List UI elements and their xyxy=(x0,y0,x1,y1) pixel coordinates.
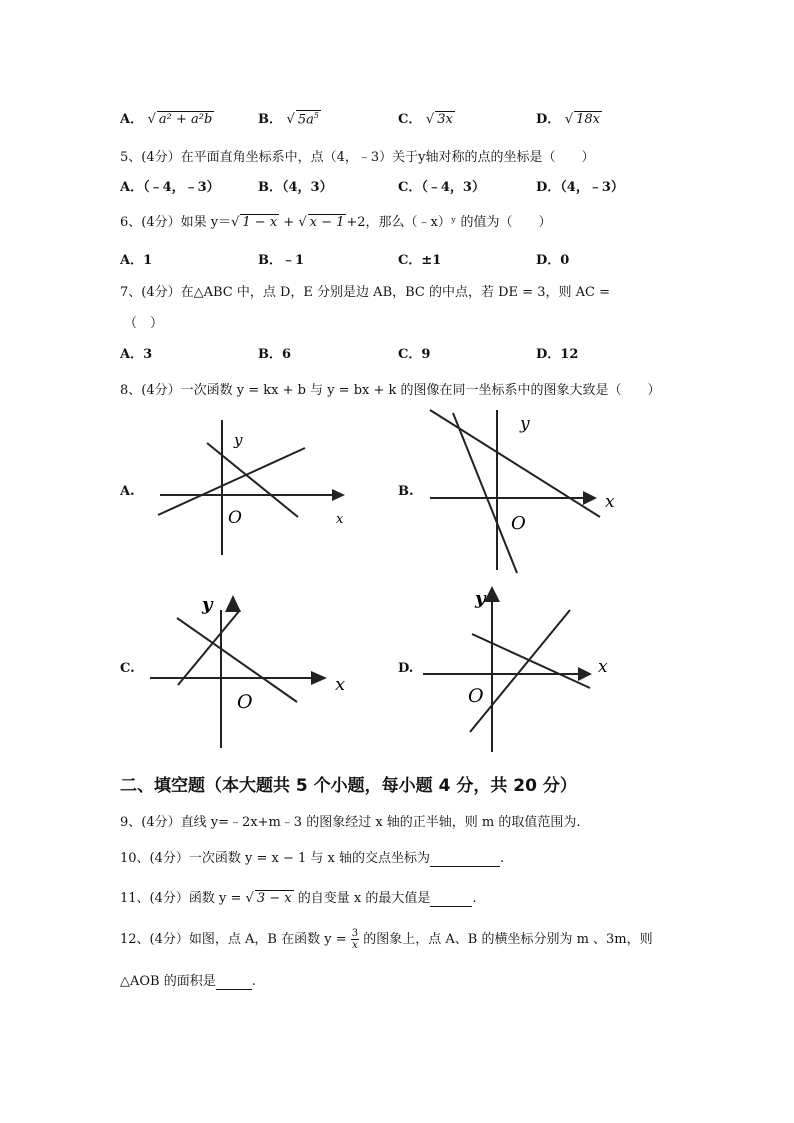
graph-b-origin-label: O xyxy=(511,513,526,534)
q7-text: 7、(4分）在△ABC 中，点 D，E 分别是边 AB，BC 的中点，若 DE = 3，则 AC = xyxy=(120,285,610,300)
q12-answer-blank xyxy=(216,974,252,990)
graph-d-label: D. xyxy=(398,661,414,676)
graph-c-y-label: y xyxy=(202,594,213,615)
graph-d-x-label: x xyxy=(598,657,608,677)
q5-option-a: A．（﹣4，﹣3） xyxy=(120,180,220,195)
q5-option-b: B．（4，3） xyxy=(258,180,333,195)
q5-option-d: D．（4，﹣3） xyxy=(536,180,624,195)
graph-c-origin-label: O xyxy=(237,691,253,713)
q8-text: 8、(4分）一次函数 y = kx + b 与 y = bx + k 的图像在同一坐标系中的图象大致是（ ） xyxy=(120,383,661,398)
graph-a-origin-label: O xyxy=(228,508,242,528)
graph-d-line-2 xyxy=(472,634,590,688)
graph-d-y-arrow xyxy=(484,586,500,602)
graph-c-x-arrow xyxy=(311,671,327,685)
graph-b-line-2 xyxy=(453,413,517,573)
q6-option-b: B．﹣1 xyxy=(258,253,305,268)
q7-option-d: D．12 xyxy=(536,347,579,362)
q7-bracket: （ ） xyxy=(124,316,164,331)
q7-option-a: A．3 xyxy=(120,347,153,362)
q4-option-b: B． √ $5a^5$ xyxy=(258,110,319,127)
graph-c-line-1 xyxy=(178,610,240,685)
q11-text: 11、(4分）函数 y = √ 3 − x 的自变量 x 的最大值是 . xyxy=(120,891,477,906)
graph-b-line-1 xyxy=(430,410,600,517)
graph-c-label: C. xyxy=(120,661,135,676)
graph-c-y-arrow xyxy=(225,595,241,612)
graph-d xyxy=(420,582,625,754)
q12-fraction: $\frac{3}{x}$ xyxy=(351,928,359,951)
graph-d-origin-label: O xyxy=(468,685,484,707)
q5-text: 5、(4分）在平面直角坐标系中，点（4，﹣3）关于y轴对称的点的坐标是（ ） xyxy=(120,150,595,165)
q11-answer-blank xyxy=(430,891,472,907)
graph-a-label: A. xyxy=(120,484,135,499)
q10-text: 10、(4分）一次函数 y = x − 1 与 x 轴的交点坐标为 . xyxy=(120,851,505,866)
graph-d-x-arrow xyxy=(578,667,592,681)
q7-option-c: C．9 xyxy=(398,347,431,362)
graph-a xyxy=(150,415,360,560)
q6-option-c: C．±1 xyxy=(398,253,442,268)
graph-b-x-label: x xyxy=(605,492,615,512)
graph-b-x-arrow xyxy=(583,491,597,505)
q4-option-c: C． √ 3x xyxy=(398,112,453,127)
q12-text: 12、(4分）如图，点 A，B 在函数 y = $\frac{3}{x}$ 的图象上，点 A、B 的横坐标分别为 m 、3m，则 xyxy=(120,928,653,951)
q4-option-d: D． √ 18x xyxy=(536,112,600,127)
graph-b-label: B. xyxy=(398,484,414,499)
q4-option-a: A． √ a² + a²b xyxy=(120,112,213,127)
graph-c-line-2 xyxy=(177,618,297,702)
q10-answer-blank xyxy=(430,851,500,867)
q6-text: 6、(4分）如果 y＝√ 1 − x + √ x − 1 +2，那么（﹣x）ʸ 的值为（ ） xyxy=(120,215,552,230)
graph-b-y-label: y xyxy=(520,414,530,434)
q4-a-radicand: a² + a²b xyxy=(158,112,213,127)
graph-a-line-2 xyxy=(207,443,298,517)
graph-a-x-arrow xyxy=(332,489,345,501)
graph-d-y-label: y xyxy=(475,588,486,609)
graph-b xyxy=(425,405,625,575)
graph-c xyxy=(145,590,360,750)
q12-text-line2: △AOB 的面积是 . xyxy=(120,974,256,989)
q9-text: 9、(4分）直线 y=﹣2x+m﹣3 的图象经过 x 轴的正半轴，则 m 的取值范围为. xyxy=(120,815,581,830)
q6-option-a: A．1 xyxy=(120,253,153,268)
q6-option-d: D．0 xyxy=(536,253,570,268)
q7-option-b: B．6 xyxy=(258,347,292,362)
graph-a-y-label: y xyxy=(234,431,243,449)
q5-option-c: C．（﹣4，3） xyxy=(398,180,485,195)
section-title-fill-in: 二、填空题（本大题共 5 个小题，每小题 4 分，共 20 分） xyxy=(120,776,577,796)
graph-a-x-label: x xyxy=(336,512,344,527)
graph-c-x-label: x xyxy=(335,674,346,695)
